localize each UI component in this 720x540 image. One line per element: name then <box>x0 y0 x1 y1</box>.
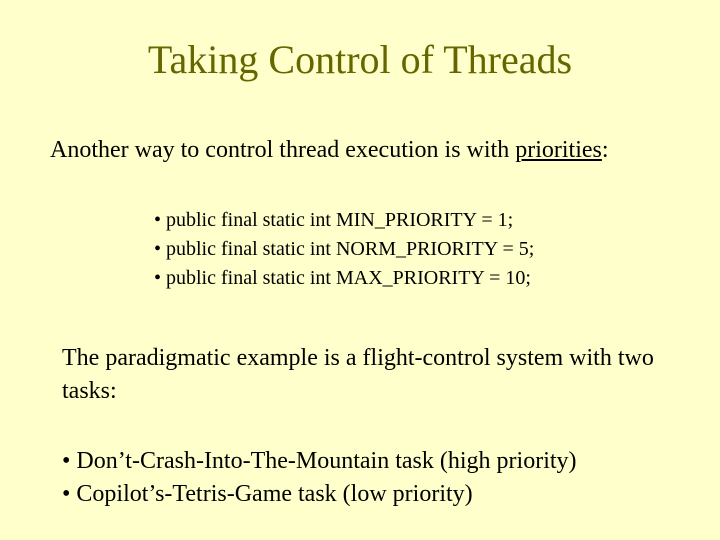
list-item-high-priority-task: • Don’t-Crash-Into-The-Mountain task (high priority) <box>62 448 577 474</box>
intro-text <box>50 134 609 166</box>
list-item-low-priority-task: • Copilot’s-Tetris-Game task (low priority) <box>62 481 473 507</box>
priorities-term: priorities <box>515 137 602 163</box>
intro-text-start: Another way to control thread execution is with <box>50 137 516 163</box>
list-item-norm-priority: • public final static int NORM_PRIORITY = 5; <box>154 238 535 260</box>
example-paragraph: The paradigmatic example is a flight-control system with two tasks: <box>62 345 654 404</box>
list-item-max-priority: • public final static int MAX_PRIORITY = 10; <box>154 267 531 289</box>
priority-constants-list <box>154 206 534 293</box>
list-item-min-priority: • public final static int MIN_PRIORITY = 1; <box>154 209 514 231</box>
intro-text-end: : <box>601 137 609 163</box>
task-list <box>62 445 577 511</box>
slide-title: Taking Control of Threads <box>147 37 573 82</box>
